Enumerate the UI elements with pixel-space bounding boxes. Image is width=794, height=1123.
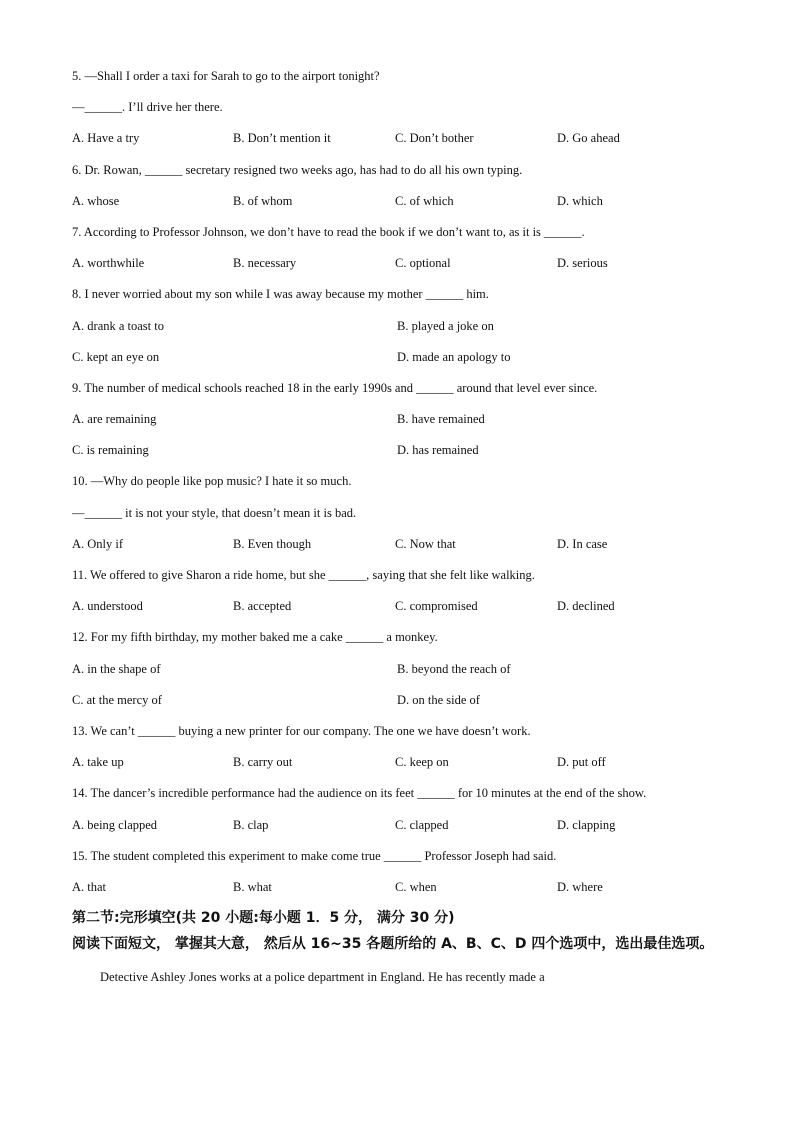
option-a: A. in the shape of bbox=[72, 661, 161, 676]
question-6-options bbox=[72, 189, 732, 220]
option-d: D. Go ahead bbox=[557, 131, 620, 146]
option-a: A. take up bbox=[72, 755, 124, 770]
option-b: B. Even though bbox=[233, 536, 312, 551]
option-c: C. when bbox=[395, 879, 437, 894]
option-d: D. In case bbox=[557, 536, 608, 551]
option-d: D. clapping bbox=[557, 817, 616, 832]
question-13-options bbox=[72, 750, 732, 781]
option-b: B. of whom bbox=[233, 193, 293, 208]
option-b: B. Don’t mention it bbox=[233, 131, 331, 146]
question-11-options bbox=[72, 594, 732, 625]
question-5-reply: —______. I’ll drive her there. bbox=[72, 100, 223, 115]
option-b: B. beyond the reach of bbox=[397, 661, 511, 676]
question-10-stem: 10. —Why do people like pop music? I hate it so much. bbox=[72, 474, 352, 489]
option-d: D. serious bbox=[557, 256, 608, 271]
question-11-stem: 11. We offered to give Sharon a ride home, but she ______, saying that she felt like walking. bbox=[72, 568, 535, 582]
question-10-reply: —______ it is not your style, that doesn’t mean it is bad. bbox=[72, 505, 357, 520]
question-12-stem: 12. For my fifth birthday, my mother baked me a cake ______ a monkey. bbox=[72, 630, 438, 645]
option-b: B. accepted bbox=[233, 599, 292, 614]
option-a: A. understood bbox=[72, 599, 143, 614]
option-a: A. whose bbox=[72, 193, 120, 208]
option-b: B. played a joke on bbox=[397, 318, 494, 333]
option-a: A. being clapped bbox=[72, 817, 158, 832]
question-15-options bbox=[72, 875, 732, 906]
option-b: B. necessary bbox=[233, 256, 297, 271]
option-a: A. Have a try bbox=[72, 131, 140, 146]
question-5-options bbox=[72, 126, 732, 157]
option-b: B. what bbox=[233, 879, 272, 894]
question-10-options bbox=[72, 532, 732, 563]
question-7-options bbox=[72, 251, 732, 282]
option-d: D. made an apology to bbox=[397, 349, 511, 364]
question-7-stem: 7. According to Professor Johnson, we don’t have to read the book if we don’t want to, as it is ______. bbox=[72, 224, 585, 239]
question-8-options-row2 bbox=[72, 345, 732, 376]
option-c: C. at the mercy of bbox=[72, 692, 162, 707]
question-9-options-row2 bbox=[72, 438, 732, 469]
option-c: C. optional bbox=[395, 256, 451, 271]
question-14-options bbox=[72, 813, 732, 844]
section-instruction: 阅读下面短文， 掌握其大意， 然后从 16~35 各题所给的 A、B、C、D 四个选项中，选出最佳选项。 bbox=[72, 936, 714, 953]
option-d: D. has remained bbox=[397, 443, 479, 458]
option-d: D. declined bbox=[557, 599, 615, 614]
question-14-stem: 14. The dancer’s incredible performance had the audience on its feet ______ for 10 minutes at the end of the show. bbox=[72, 786, 647, 801]
question-13-stem: 13. We can’t ______ buying a new printer for our company. The one we have doesn’t work. bbox=[72, 723, 531, 738]
option-b: B. clap bbox=[233, 817, 269, 832]
option-d: D. where bbox=[557, 879, 603, 894]
question-12-options-row2 bbox=[72, 688, 732, 719]
option-c: C. of which bbox=[395, 193, 454, 208]
exam-page bbox=[72, 64, 732, 989]
option-b: B. have remained bbox=[397, 412, 485, 427]
question-15-stem: 15. The student completed this experiment to make come true ______ Professor Joseph had said. bbox=[72, 848, 557, 863]
option-c: C. clapped bbox=[395, 817, 449, 832]
option-c: C. kept an eye on bbox=[72, 349, 160, 364]
option-a: A. that bbox=[72, 879, 107, 894]
option-c: C. keep on bbox=[395, 755, 449, 770]
option-d: D. which bbox=[557, 193, 603, 208]
option-a: A. drank a toast to bbox=[72, 318, 164, 333]
option-c: C. compromised bbox=[395, 599, 478, 614]
option-d: D. on the side of bbox=[397, 692, 480, 707]
option-d: D. put off bbox=[557, 755, 606, 770]
option-c: C. Now that bbox=[395, 536, 456, 551]
option-b: B. carry out bbox=[233, 755, 293, 770]
question-12-options-row1 bbox=[72, 657, 732, 688]
question-9-options-row1 bbox=[72, 407, 732, 438]
passage-text: Detective Ashley Jones works at a police department in England. He has recently made a bbox=[100, 970, 545, 985]
option-a: A. are remaining bbox=[72, 412, 157, 427]
option-c: C. Don’t bother bbox=[395, 131, 474, 146]
section-title: 第二节:完形填空(共 20 小题:每小题 1．5 分， 满分 30 分) bbox=[72, 910, 455, 927]
option-c: C. is remaining bbox=[72, 443, 149, 458]
question-5-stem: 5. —Shall I order a taxi for Sarah to go to the airport tonight? bbox=[72, 69, 380, 83]
question-9-stem: 9. The number of medical schools reached 18 in the early 1990s and ______ around that level ever since. bbox=[72, 380, 598, 395]
question-8-options-row1 bbox=[72, 314, 732, 345]
option-a: A. Only if bbox=[72, 536, 124, 551]
question-8-stem: 8. I never worried about my son while I was away because my mother ______ him. bbox=[72, 287, 489, 302]
question-6-stem: 6. Dr. Rowan, ______ secretary resigned two weeks ago, has had to do all his own typing. bbox=[72, 162, 523, 177]
option-a: A. worthwhile bbox=[72, 256, 145, 271]
